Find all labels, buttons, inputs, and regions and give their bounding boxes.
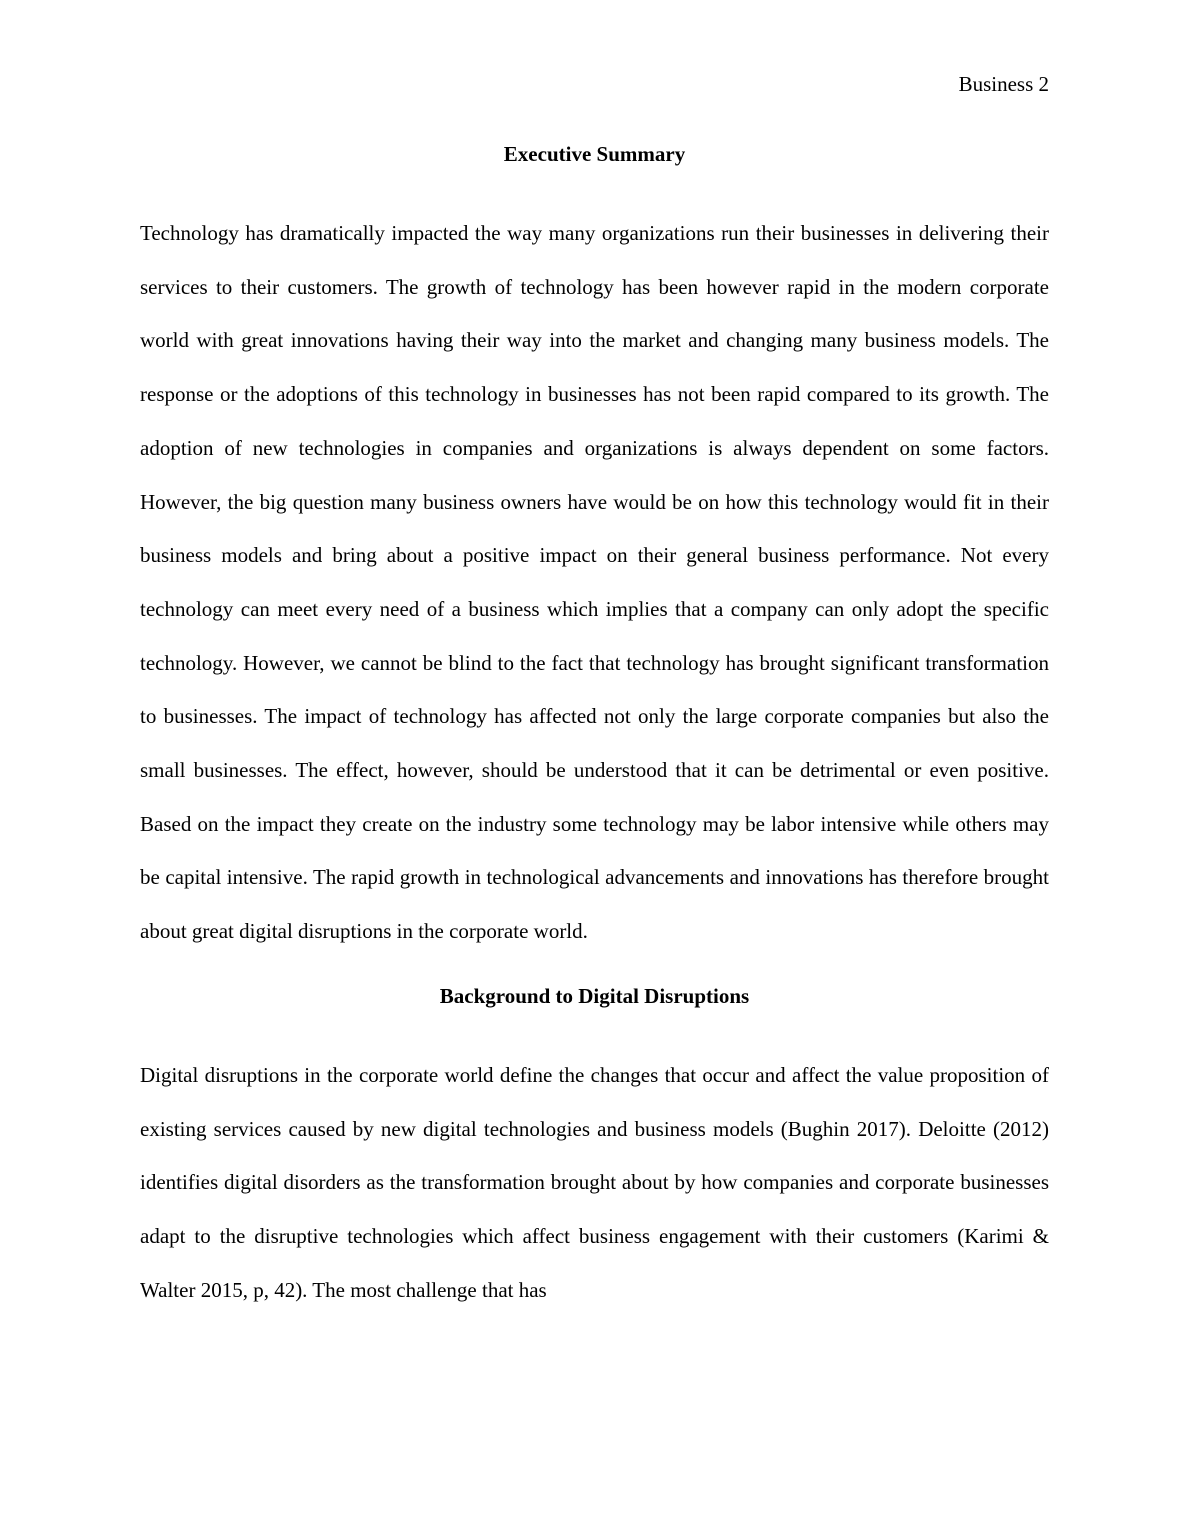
section-heading-executive-summary: Executive Summary <box>503 142 686 166</box>
background-paragraph: Digital disruptions in the corporate world define the changes that occur and affect the value proposition of existing services caused by new digital technologies and business models (Bughin 2017). Deloitte (2012) identifies digital disorders as the transformation brought about by how companies and corporate businesses adapt to the disruptive technologies which affect business engagement with their customers (Karimi & Walter 2015, p, 42). The most challenge that has <box>140 1062 1049 1302</box>
running-head: Business 2 <box>958 72 1049 96</box>
document-body <box>140 137 1049 1317</box>
executive-summary-paragraph: Technology has dramatically impacted the way many organizations run their businesses in delivering their services to their customers. The growth of technology has been however rapid in the modern corporate world with great innovations having their way into the market and changing many business models. The response or the adoptions of this technology in businesses has not been rapid compared to its growth. The adoption of new technologies in companies and organizations is always dependent on some factors. However, the big question many business owners have would be on how this technology would fit in their business models and bring about a positive impact on their general business performance. Not every technology can meet every need of a business which implies that a company can only adopt the specific technology. However, we cannot be blind to the fact that technology has brought significant transformation to businesses. The impact of technology has affected not only the large corporate companies but also the small businesses. The effect, however, should be understood that it can be detrimental or even positive. Based on the impact they create on the industry some technology may be labor intensive while others may be capital intensive. The rapid growth in technological advancements and innovations has therefore brought about great digital disruptions in the corporate world. <box>140 221 1049 944</box>
section-heading-background: Background to Digital Disruptions <box>439 983 750 1008</box>
